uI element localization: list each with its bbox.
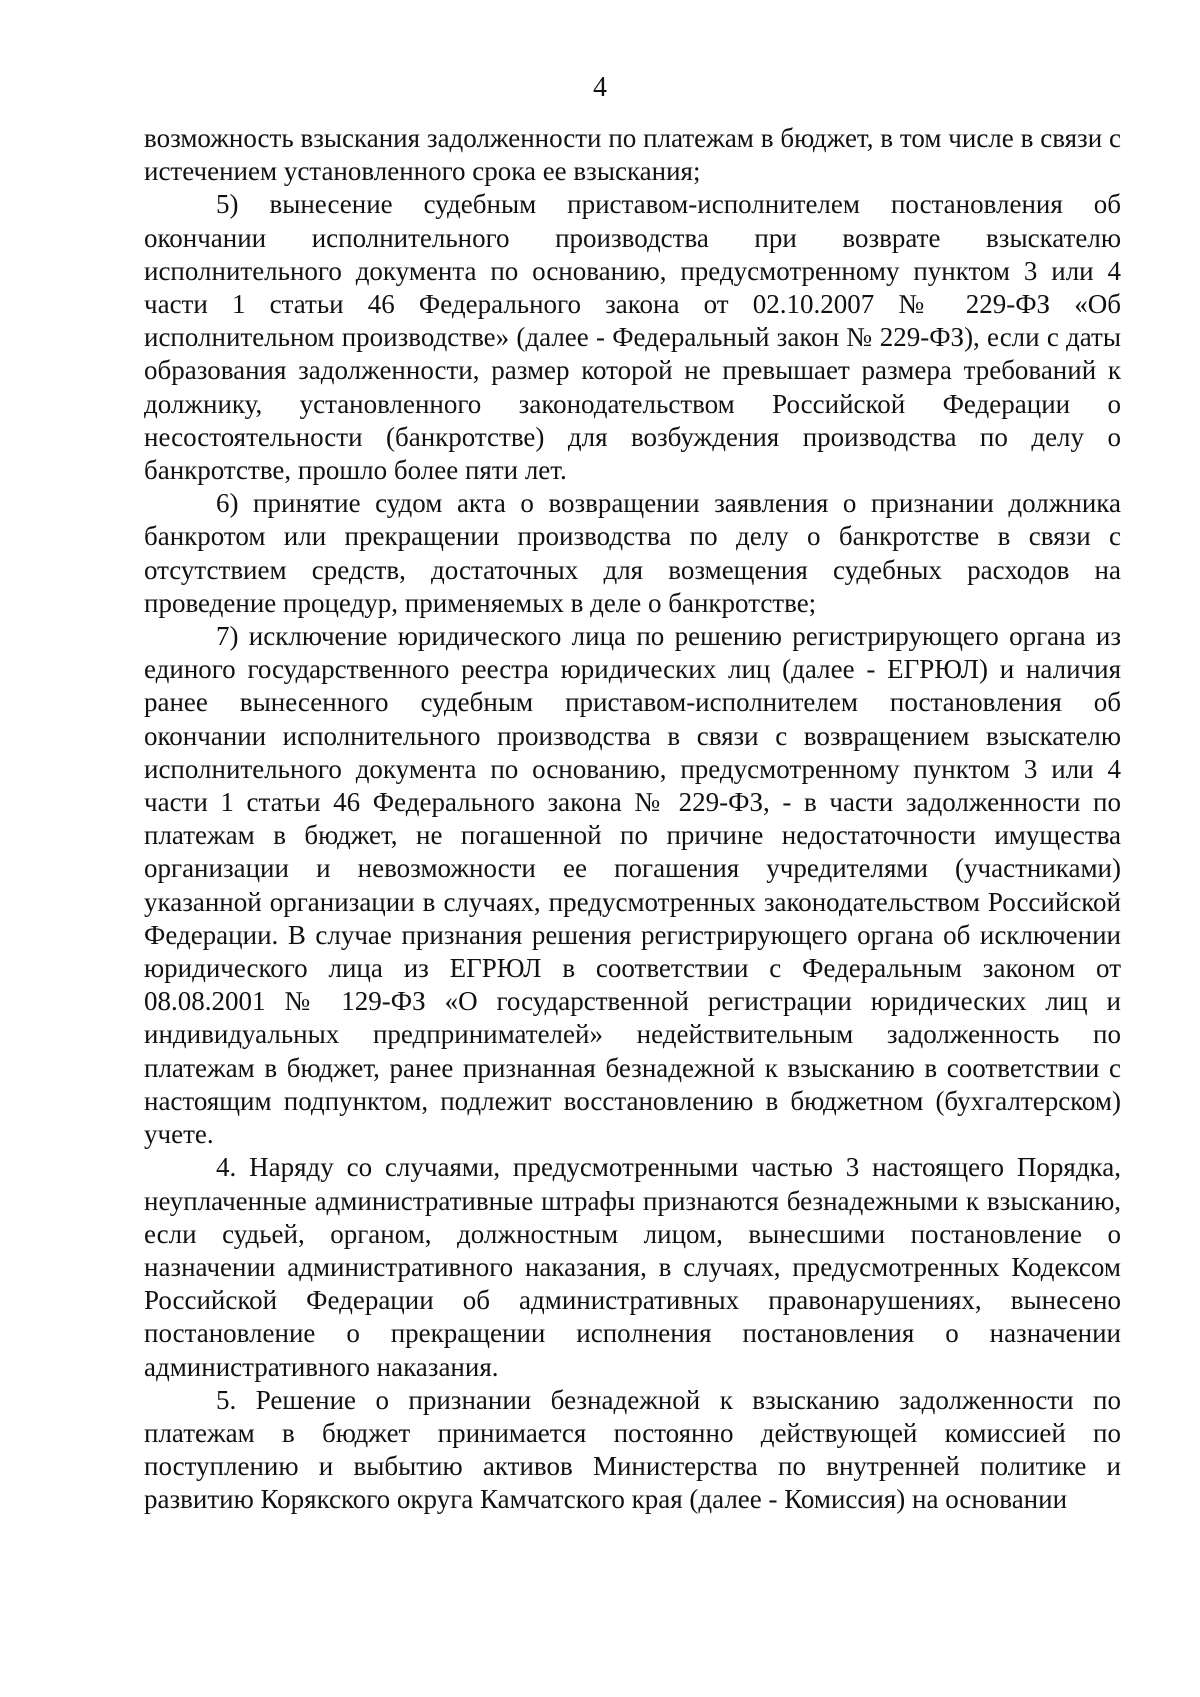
paragraph-section-4: 4. Наряду со случаями, предусмотренными частью 3 настоящего Порядка, неуплаченные административные штрафы признаются безнадежными к взысканию, если судьей, органом, должностным лицом, вынесшими постановление о назначении административного наказания, в случаях, предусмотренных Кодексом Российской Федерации об административных правонарушениях, вынесено постановление о прекращении исполнения постановления о назначении административного наказания.: [144, 1152, 1121, 1382]
document-body: [144, 122, 1121, 1517]
page-number: 4: [593, 72, 607, 103]
paragraph-section-5: 5. Решение о признании безнадежной к взысканию задолженности по платежам в бюджет принимается постоянно действующей комиссией по поступлению и выбытию активов Министерства по внутренней политике и развитию Корякского округа Камчатского края (далее - Комиссия) на основании: [144, 1384, 1121, 1515]
paragraph-item-7: 7) исключение юридического лица по решению регистрирующего органа из единого государственного реестра юридических лиц (далее - ЕГРЮЛ) и наличия ранее вынесенного судебным приставом-исполнителем постановления об окончании исполнительного производства в связи с возвращением взыскателю исполнительного документа по основанию, предусмотренному пунктом 3 или 4 части 1 статьи 46 Федерального закона № 229-ФЗ, - в части задолженности по платежам в бюджет, не погашенной по причине недостаточности имущества организации и невозможности ее погашения учредителями (участниками) указанной организации в случаях, предусмотренных законодательством Российской Федерации. В случае признания решения регистрирующего органа об исключении юридического лица из ЕГРЮЛ в соответствии с Федеральным законом от 08.08.2001 № 129-ФЗ «О государственной регистрации юридических лиц и индивидуальных предпринимателей» недействительным задолженность по платежам в бюджет, ранее признанная безнадежной к взысканию в соответствии с настоящим подпунктом, подлежит восстановлению в бюджетном (бухгалтерском) учете.: [144, 621, 1121, 1150]
paragraph-continuation: возможность взыскания задолженности по платежам в бюджет, в том числе в связи с истечением установленного срока ее взыскания;: [144, 123, 1121, 187]
paragraph-item-6: 6) принятие судом акта о возвращении заявления о признании должника банкротом или прекращении производства по делу о банкротстве в связи с отсутствием средств, достаточных для возмещения судебных расходов на проведение процедур, применяемых в деле о банкротстве;: [144, 488, 1121, 618]
paragraph-item-5: 5) вынесение судебным приставом-исполнителем постановления об окончании исполнительного производства при возврате взыскателю исполнительного документа по основанию, предусмотренному пунктом 3 или 4 части 1 статьи 46 Федерального закона от 02.10.2007 № 229-ФЗ «Об исполнительном производстве» (далее - Федеральный закон № 229-ФЗ), если с даты образования задолженности, размер которой не превышает размера требований к должнику, установленного законодательством Российской Федерации о несостоятельности (банкротстве) для возбуждения производства по делу о банкротстве, прошло более пяти лет.: [144, 189, 1121, 486]
